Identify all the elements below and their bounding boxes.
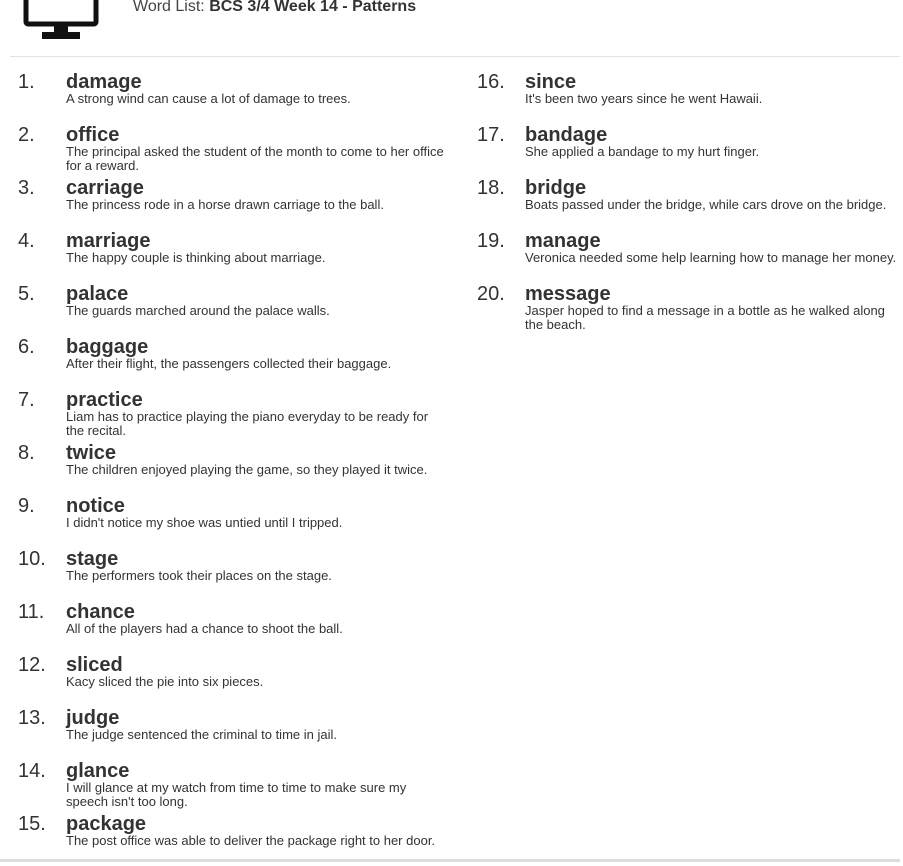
word-number: 13. — [18, 707, 46, 729]
word-sentence: The happy couple is thinking about marriage. — [66, 250, 326, 265]
word-sentence: The judge sentenced the criminal to time in jail. — [66, 727, 337, 742]
word-term: manage — [525, 230, 601, 252]
word-sentence: The performers took their places on the stage. — [66, 568, 332, 583]
word-sentence: All of the players had a chance to shoot the ball. — [66, 621, 343, 636]
word-term: glance — [66, 760, 130, 782]
word-item — [477, 230, 897, 283]
word-item — [18, 230, 398, 283]
word-item — [18, 601, 398, 654]
word-sentence: A strong wind can cause a lot of damage to trees. — [66, 91, 351, 106]
word-item — [18, 707, 398, 760]
word-item — [18, 71, 398, 124]
word-number: 20. — [477, 283, 505, 305]
word-item — [18, 495, 398, 548]
word-term: since — [525, 71, 577, 93]
word-term: practice — [66, 389, 143, 411]
word-item — [477, 283, 885, 336]
word-term: carriage — [66, 177, 144, 199]
word-term: sliced — [66, 654, 123, 676]
word-number: 6. — [18, 336, 35, 358]
word-number: 1. — [18, 71, 35, 93]
title-prefix: Word List: — [133, 0, 205, 15]
word-number: 3. — [18, 177, 35, 199]
word-term: package — [66, 813, 147, 835]
word-sentence: The princess rode in a horse drawn carriage to the ball. — [66, 197, 384, 212]
word-sentence: Boats passed under the bridge, while cars drove on the bridge. — [525, 197, 887, 212]
word-number: 15. — [18, 813, 46, 835]
word-term: damage — [66, 71, 142, 93]
word-item — [18, 177, 398, 230]
word-number: 7. — [18, 389, 35, 411]
word-sentence: The children enjoyed playing the game, so they played it twice. — [66, 462, 428, 477]
word-sentence: It's been two years since he went Hawaii. — [525, 91, 763, 106]
word-term: marriage — [66, 230, 151, 252]
word-number: 17. — [477, 124, 505, 146]
word-sentence: The post office was able to deliver the package right to her door. — [66, 833, 436, 848]
word-term: palace — [66, 283, 129, 305]
word-term: twice — [66, 442, 117, 464]
word-term: baggage — [66, 336, 149, 358]
word-number: 9. — [18, 495, 35, 517]
word-term: notice — [66, 495, 125, 517]
word-item — [18, 442, 428, 495]
word-item — [477, 177, 887, 230]
word-item — [18, 124, 444, 177]
word-term: bandage — [525, 124, 608, 146]
word-item — [18, 283, 398, 336]
word-sentence: The guards marched around the palace walls. — [66, 303, 330, 318]
word-item — [18, 760, 407, 813]
word-number: 11. — [18, 601, 45, 623]
word-item — [18, 389, 429, 442]
word-item — [477, 124, 857, 177]
word-number: 4. — [18, 230, 35, 252]
bottom-divider — [0, 859, 900, 862]
word-item — [477, 71, 857, 124]
word-number: 14. — [18, 760, 46, 782]
word-number: 18. — [477, 177, 505, 199]
word-term: message — [525, 283, 611, 305]
word-sentence: Liam has to practice playing the piano everyday to be ready for the recital. — [66, 409, 429, 438]
word-number: 12. — [18, 654, 46, 676]
word-sentence: I will glance at my watch from time to time to make sure my speech isn't too long. — [66, 780, 407, 809]
word-number: 8. — [18, 442, 35, 464]
word-number: 19. — [477, 230, 505, 252]
word-number: 16. — [477, 71, 505, 93]
word-sentence: She applied a bandage to my hurt finger. — [525, 144, 760, 159]
word-term: chance — [66, 601, 135, 623]
word-item — [18, 654, 398, 707]
word-term: stage — [66, 548, 119, 570]
word-sentence: I didn't notice my shoe was untied until I tripped. — [66, 515, 343, 530]
word-sentence: After their flight, the passengers collected their baggage. — [66, 356, 392, 371]
word-term: judge — [66, 707, 120, 729]
word-list-name: BCS 3/4 Week 14 - Patterns — [209, 0, 417, 15]
word-sentence: Kacy sliced the pie into six pieces. — [66, 674, 264, 689]
word-number: 10. — [18, 548, 46, 570]
word-number: 2. — [18, 124, 35, 146]
word-number: 5. — [18, 283, 35, 305]
word-sentence: Jasper hoped to find a message in a bottle as he walked along the beach. — [525, 303, 885, 332]
word-item — [18, 336, 398, 389]
word-item — [18, 548, 398, 601]
word-term: bridge — [525, 177, 587, 199]
word-term: office — [66, 124, 120, 146]
word-sentence: Veronica needed some help learning how to manage her money. — [525, 250, 897, 265]
word-sentence: The principal asked the student of the month to come to her office for a reward. — [66, 144, 444, 173]
